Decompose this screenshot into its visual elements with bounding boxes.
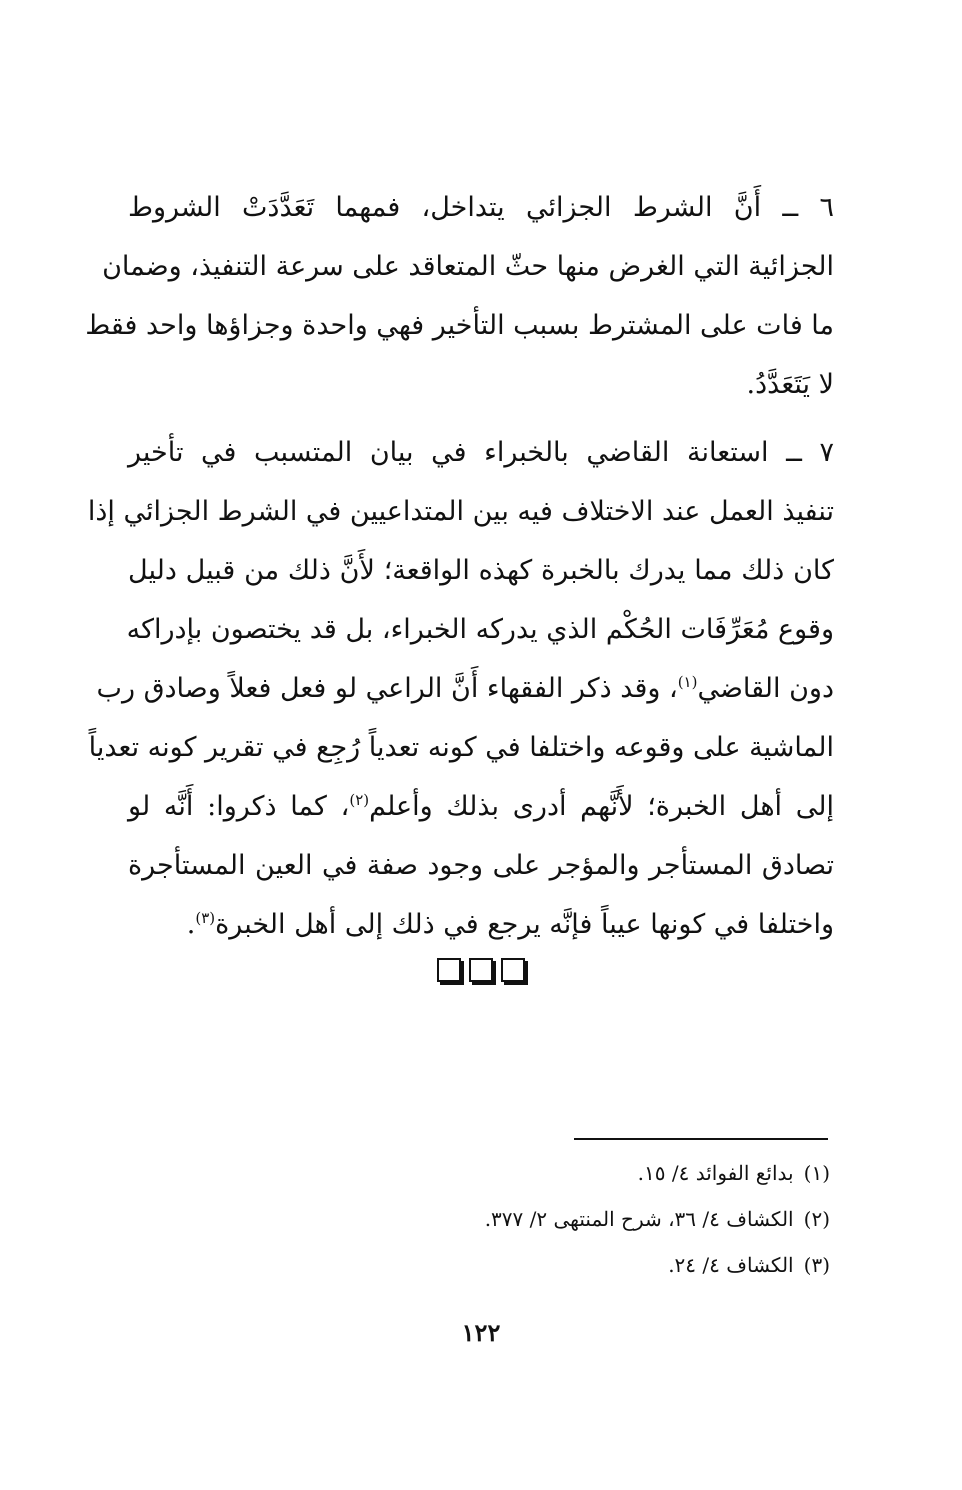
page-number: ١٢٢ — [461, 1318, 501, 1347]
text-line: الماشية على وقوعه واختلفا في كونه تعدياً رُجِع في تقرير كونه تعدياً — [88, 732, 834, 763]
text-segment: دون القاضي — [697, 673, 834, 704]
text-line: ٦ ــ أَنَّ الشرط الجزائي يتداخل، فمهما تَعَدَّدَتْ الشروط — [128, 192, 834, 223]
text-line: لا يَتَعَدَّدُ. — [746, 369, 834, 400]
text-line: وقوع مُعَرِّفَات الحُكْم الذي يدركه الخبراء، بل قد يختصون بإدراكه — [126, 614, 834, 645]
square-ornament-icon — [437, 958, 461, 982]
footnote-number: (١) — [803, 1161, 830, 1185]
paragraph-6 — [85, 178, 834, 414]
footnote-number: (٢) — [803, 1207, 830, 1231]
text-line: تصادق المستأجر والمؤجر على وجود صفة في العين المستأجرة — [128, 850, 834, 881]
square-ornament-icon — [501, 958, 525, 982]
footnote-item — [130, 1242, 830, 1288]
paragraph-7 — [87, 423, 834, 954]
footnote-item — [130, 1150, 830, 1196]
text-line: ٧ ــ استعانة القاضي بالخبراء في بيان المتسبب في تأخير — [128, 437, 834, 468]
footnote-ref-1[interactable]: (١) — [677, 673, 698, 691]
text-line: تنفيذ العمل عند الاختلاف فيه بين المتداعيين في الشرط الجزائي إذا — [87, 496, 834, 527]
square-ornament-icon — [469, 958, 493, 982]
text-segment: . — [186, 909, 196, 940]
main-text — [85, 178, 834, 954]
footnotes — [130, 1150, 830, 1288]
text-segment: واختلفا في كونها عيباً فإنَّه يرجع في ذلك إلى أهل الخبرة — [215, 909, 834, 940]
footnote-item — [130, 1196, 830, 1242]
footnote-text: الكشاف ٤/ ٣٦، شرح المنتهى ٢/ ٣٧٧. — [484, 1207, 794, 1231]
text-line: الجزائية التي الغرض منها حثّ المتعاقد على سرعة التنفيذ، وضمان — [102, 251, 834, 282]
footnote-number: (٣) — [803, 1253, 830, 1277]
text-line — [128, 777, 834, 836]
text-line — [96, 659, 834, 718]
text-segment: إلى أهل الخبرة؛ لأَنَّهم أدرى بذلك وأعلم — [369, 791, 834, 822]
text-line: ما فات على المشترط بسبب التأخير فهي واحدة وجزاؤها واحد فقط — [85, 310, 834, 341]
text-segment: ، وقد ذكر الفقهاء أَنَّ الراعي لو فعل فعلاً وصادق رب — [96, 673, 678, 704]
footnote-ref-2[interactable]: (٢) — [349, 791, 370, 809]
footnote-text: الكشاف ٤/ ٢٤. — [668, 1253, 794, 1277]
text-segment: ، كما ذكروا: أَنَّه لو — [128, 791, 350, 822]
text-line — [128, 895, 834, 954]
text-line: كان ذلك مما يدرك بالخبرة كهذه الواقعة؛ لأَنَّ ذلك من قبيل دليل — [128, 555, 834, 586]
footnote-ref-3[interactable]: (٣) — [195, 909, 216, 927]
section-divider-ornament — [0, 958, 962, 982]
footnote-separator — [574, 1138, 828, 1140]
footnote-text: بدائع الفوائد ٤/ ١٥. — [637, 1161, 794, 1185]
